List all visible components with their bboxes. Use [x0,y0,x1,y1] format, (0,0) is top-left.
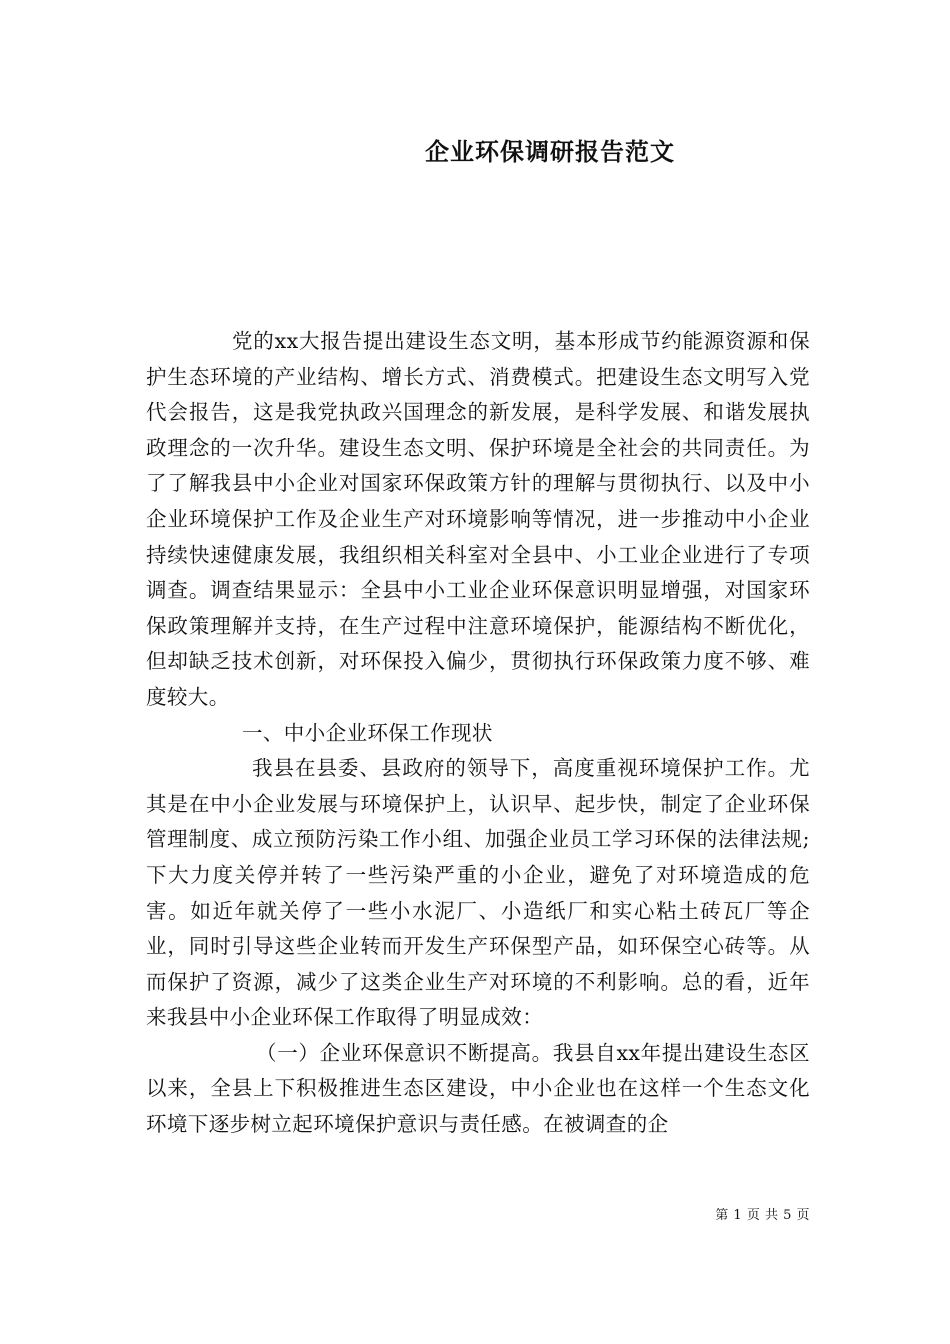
document-title: 企业环保调研报告范文 [425,137,675,166]
paragraph-subsection-1: （一）企业环保意识不断提高。我县自xx年提出建设生态区以来，全县上下积极推进生态区建设，中小企业也在这样一个生态文化环境下逐步树立起环境保护意识与责任感。在被调查的企 [146,1040,810,1137]
document-body [146,324,810,1143]
paragraph-intro: 党的xx大报告提出建设生态文明，基本形成节约能源资源和保护生态环境的产业结构、增长方式、消费模式。把建设生态文明写入党代会报告，这是我党执政兴国理念的新发展，是科学发展、和谐发展执政理念的一次升华。建设生态文明、保护环境是全社会的共同责任。为了了解我县中小企业对国家环保政策方针的理解与贯彻执行、以及中小企业环境保护工作及企业生产对环境影响等情况，进一步推动中小企业持续快速健康发展，我组织相关科室对全县中、小工业企业进行了专项调查。调查结果显示：全县中小工业企业环保意识明显增强，对国家环保政策理解并支持，在生产过程中注意环境保护，能源结构不断优化，但却缺乏技术创新，对环保投入偏少，贯彻执行环保政策力度不够、难度较大。 [146,329,810,709]
paragraph-status: 我县在县委、县政府的领导下，高度重视环境保护工作。尤其是在中小企业发展与环境保护上，认识早、起步快，制定了企业环保管理制度、成立预防污染工作小组、加强企业员工学习环保的法律法规;下大力度关停并转了一些污染严重的小企业，避免了对环境造成的危害。如近年就关停了一些小水泥厂、小造纸厂和实心粘土砖瓦厂等企业，同时引导这些企业转而开发生产环保型产品，如环保空心砖等。从而保护了资源，减少了这类企业生产对环境的不利影响。总的看，近年来我县中小企业环保工作取得了明显成效： [146,756,810,1030]
section-heading: 一、中小企业环保工作现状 [242,720,493,745]
page-number: 第 1 页 共 5 页 [715,1208,810,1223]
